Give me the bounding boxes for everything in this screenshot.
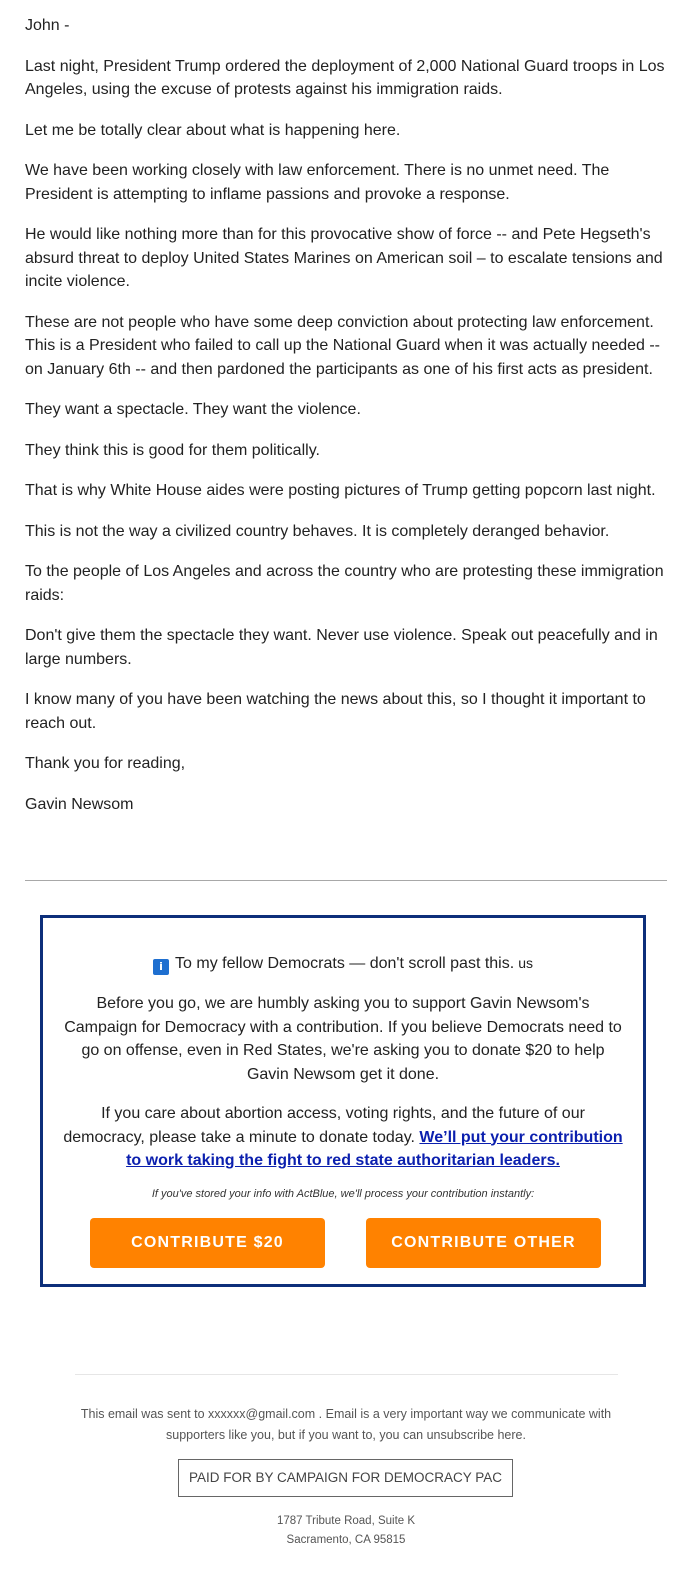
donation-appeal: Before you go, we are humbly asking you to support Gavin Newsom's Campaign for Democracy with a contribution. If you believe Democrats need to go on offense, even in Red States, we're asking you to donate $20 to help Gavin Newsom get it done.	[64, 995, 622, 1083]
donation-box	[40, 915, 646, 1287]
actblue-note: If you've stored your info with ActBlue, we'll process your contribution instantly:	[151, 1188, 535, 1200]
paragraph: Don't give them the spectacle they want. Never use violence. Speak out peacefully and in large numbers.	[25, 627, 658, 668]
paragraph: To the people of Los Angeles and across the country who are protesting these immigration raids:	[25, 563, 664, 604]
donation-appeal-2	[59, 1102, 627, 1173]
signature: Gavin Newsom	[25, 795, 134, 813]
paragraph: He would like nothing more than for this provocative show of force -- and Pete Hegseth's absurd threat to deploy United States Marines on American soil – to escalate tensions and incite violence.	[25, 226, 663, 290]
footer-divider	[75, 1374, 618, 1375]
donation-appeal-2-text: If you care about abortion access, voting rights, and the future of our democracy, please take a minute to donate today.	[63, 1105, 585, 1146]
donation-heading-text: To my fellow Democrats — don't scroll past this.	[175, 955, 515, 972]
mailing-address	[0, 1512, 692, 1550]
info-icon: i	[153, 959, 169, 975]
paid-for-disclaimer: PAID FOR BY CAMPAIGN FOR DEMOCRACY PAC	[178, 1459, 513, 1497]
paragraph: This is not the way a civilized country behaves. It is completely deranged behavior.	[25, 522, 610, 540]
closing: Thank you for reading,	[25, 755, 186, 772]
paragraph: Last night, President Trump ordered the deployment of 2,000 National Guard troops in Los Angeles, using the excuse of protests against his immigration raids.	[25, 57, 665, 98]
paragraph: They think this is good for them politically.	[25, 441, 320, 459]
paragraph: They want a spectacle. They want the violence.	[25, 401, 361, 418]
footer-notice	[50, 1404, 642, 1446]
address-line-2: Sacramento, CA 95815	[286, 1534, 406, 1546]
donation-heading	[43, 952, 643, 975]
recipient-email: xxxxxx@gmail.com	[208, 1407, 316, 1421]
footer-sent-suffix: . Email is a very important way we communicate with supporters like you, but if you want to, you can unsubscribe here.	[166, 1407, 612, 1442]
paragraph: That is why White House aides were posting pictures of Trump getting popcorn last night.	[25, 482, 656, 499]
paragraph: We have been working closely with law enforcement. There is no unmet need. The President is attempting to inflame passions and provoke a response.	[25, 162, 610, 203]
paragraph: I know many of you have been watching the news about this, so I thought it important to reach out.	[25, 691, 646, 732]
donation-heading-suffix: us	[518, 955, 533, 971]
greeting: John -	[25, 17, 70, 34]
contribute-20-button[interactable]: CONTRIBUTE $20	[90, 1218, 325, 1268]
paragraph: These are not people who have some deep conviction about protecting law enforcement. This is a President who failed to call up the National Guard when it was actually needed -- on January 6th -- and then pardoned the participants as one of his first acts as president.	[25, 313, 661, 378]
paragraph: Let me be totally clear about what is happening here.	[25, 121, 401, 139]
donate-link[interactable]: We’ll put your contribution to work taking the fight to red state authoritarian leaders.	[126, 1128, 623, 1169]
contribute-other-button[interactable]: CONTRIBUTE OTHER	[366, 1218, 601, 1268]
email-body	[25, 14, 673, 833]
address-line-1: 1787 Tribute Road, Suite K	[276, 1515, 416, 1527]
footer-sent-prefix: This email was sent to	[80, 1407, 205, 1421]
section-divider	[25, 880, 667, 881]
